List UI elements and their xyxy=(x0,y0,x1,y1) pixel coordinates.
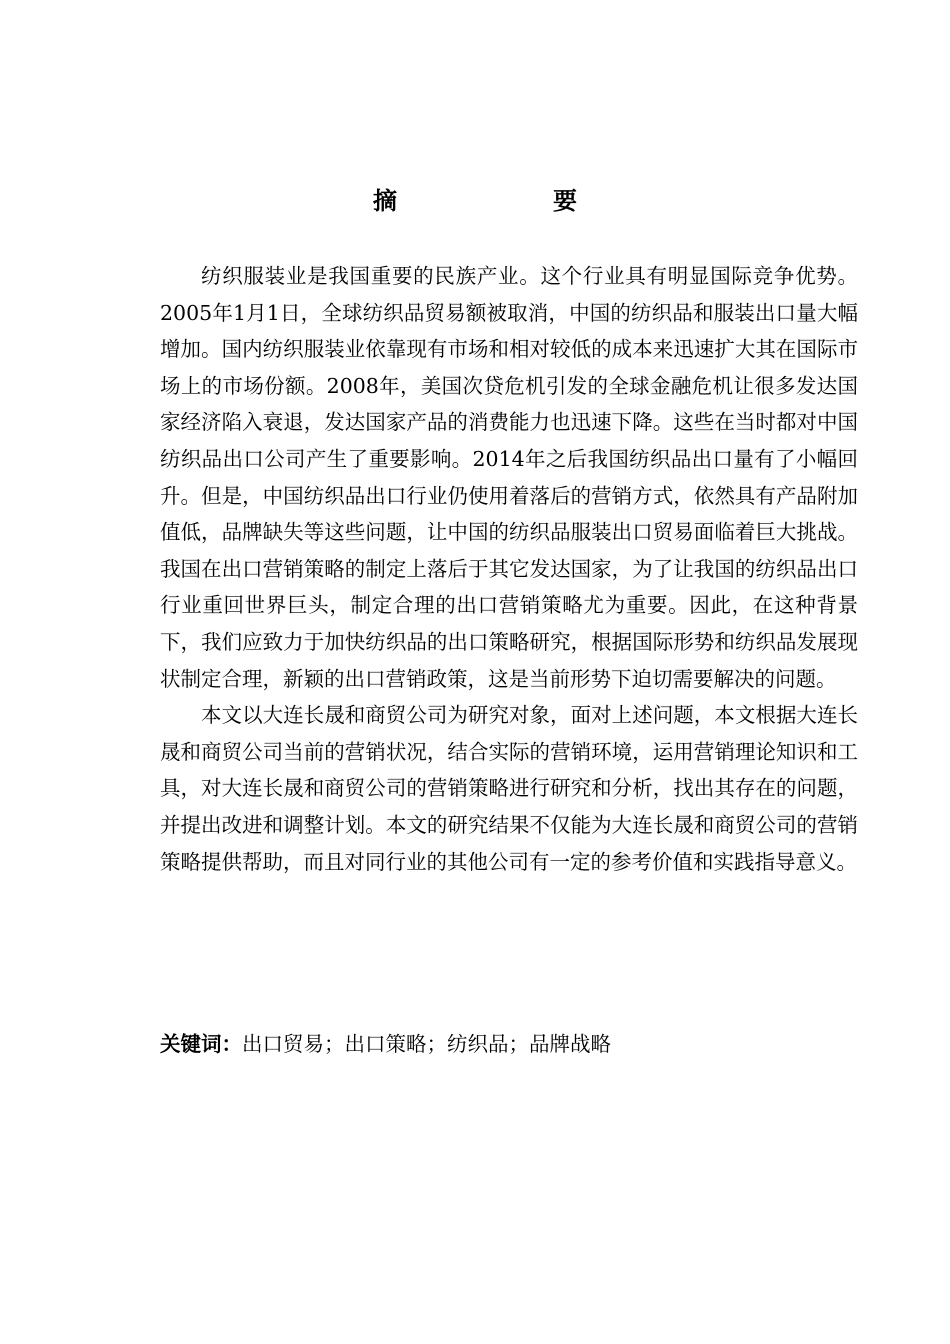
abstract-paragraph-2: 本文以大连长晟和商贸公司为研究对象，面对上述问题，本文根据大连长晟和商贸公司当前的营销状况，结合实际的营销环境，运用营销理论知识和工具，对大连长晟和商贸公司的营销策略进行研究和分析，找出其存在的问题，并提出改进和调整计划。本文的研究结果不仅能为大连长晟和商贸公司的营销策略提供帮助，而且对同行业的其他公司有一定的参考价值和实践指导意义。 xyxy=(160,703,858,874)
abstract-body xyxy=(160,258,858,880)
keywords-text: 出口贸易；出口策略；纺织品；品牌战略 xyxy=(242,1032,611,1056)
abstract-paragraph-1: 纺织服装业是我国重要的民族产业。这个行业具有明显国际竞争优势。2005年1月1日，全球纺织品贸易额被取消，中国的纺织品和服装出口量大幅增加。国内纺织服装业依靠现有市场和相对较低的成本来迅速扩大其在国际市场上的市场份额。2008年，美国次贷危机引发的全球金融危机让很多发达国家经济陷入衰退，发达国家产品的消费能力也迅速下降。这些在当时都对中国纺织品出口公司产生了重要影响。2014年之后我国纺织品出口量有了小幅回升。但是，中国纺织品出口行业仍使用着落后的营销方式，依然具有产品附加值低，品牌缺失等这些问题，让中国的纺织品服装出口贸易面临着巨大挑战。我国在出口营销策略的制定上落后于其它发达国家，为了让我国的纺织品出口行业重回世界巨头，制定合理的出口营销策略尤为重要。因此，在这种背景下，我们应致力于加快纺织品的出口策略研究，根据国际形势和纺织品发展现状制定合理，新颖的出口营销政策，这是当前形势下迫切需要解决的问题。 xyxy=(160,264,858,691)
keywords-line xyxy=(160,1026,858,1062)
keywords-label: 关键词： xyxy=(160,1032,242,1056)
abstract-title: 摘 要 xyxy=(373,187,613,215)
